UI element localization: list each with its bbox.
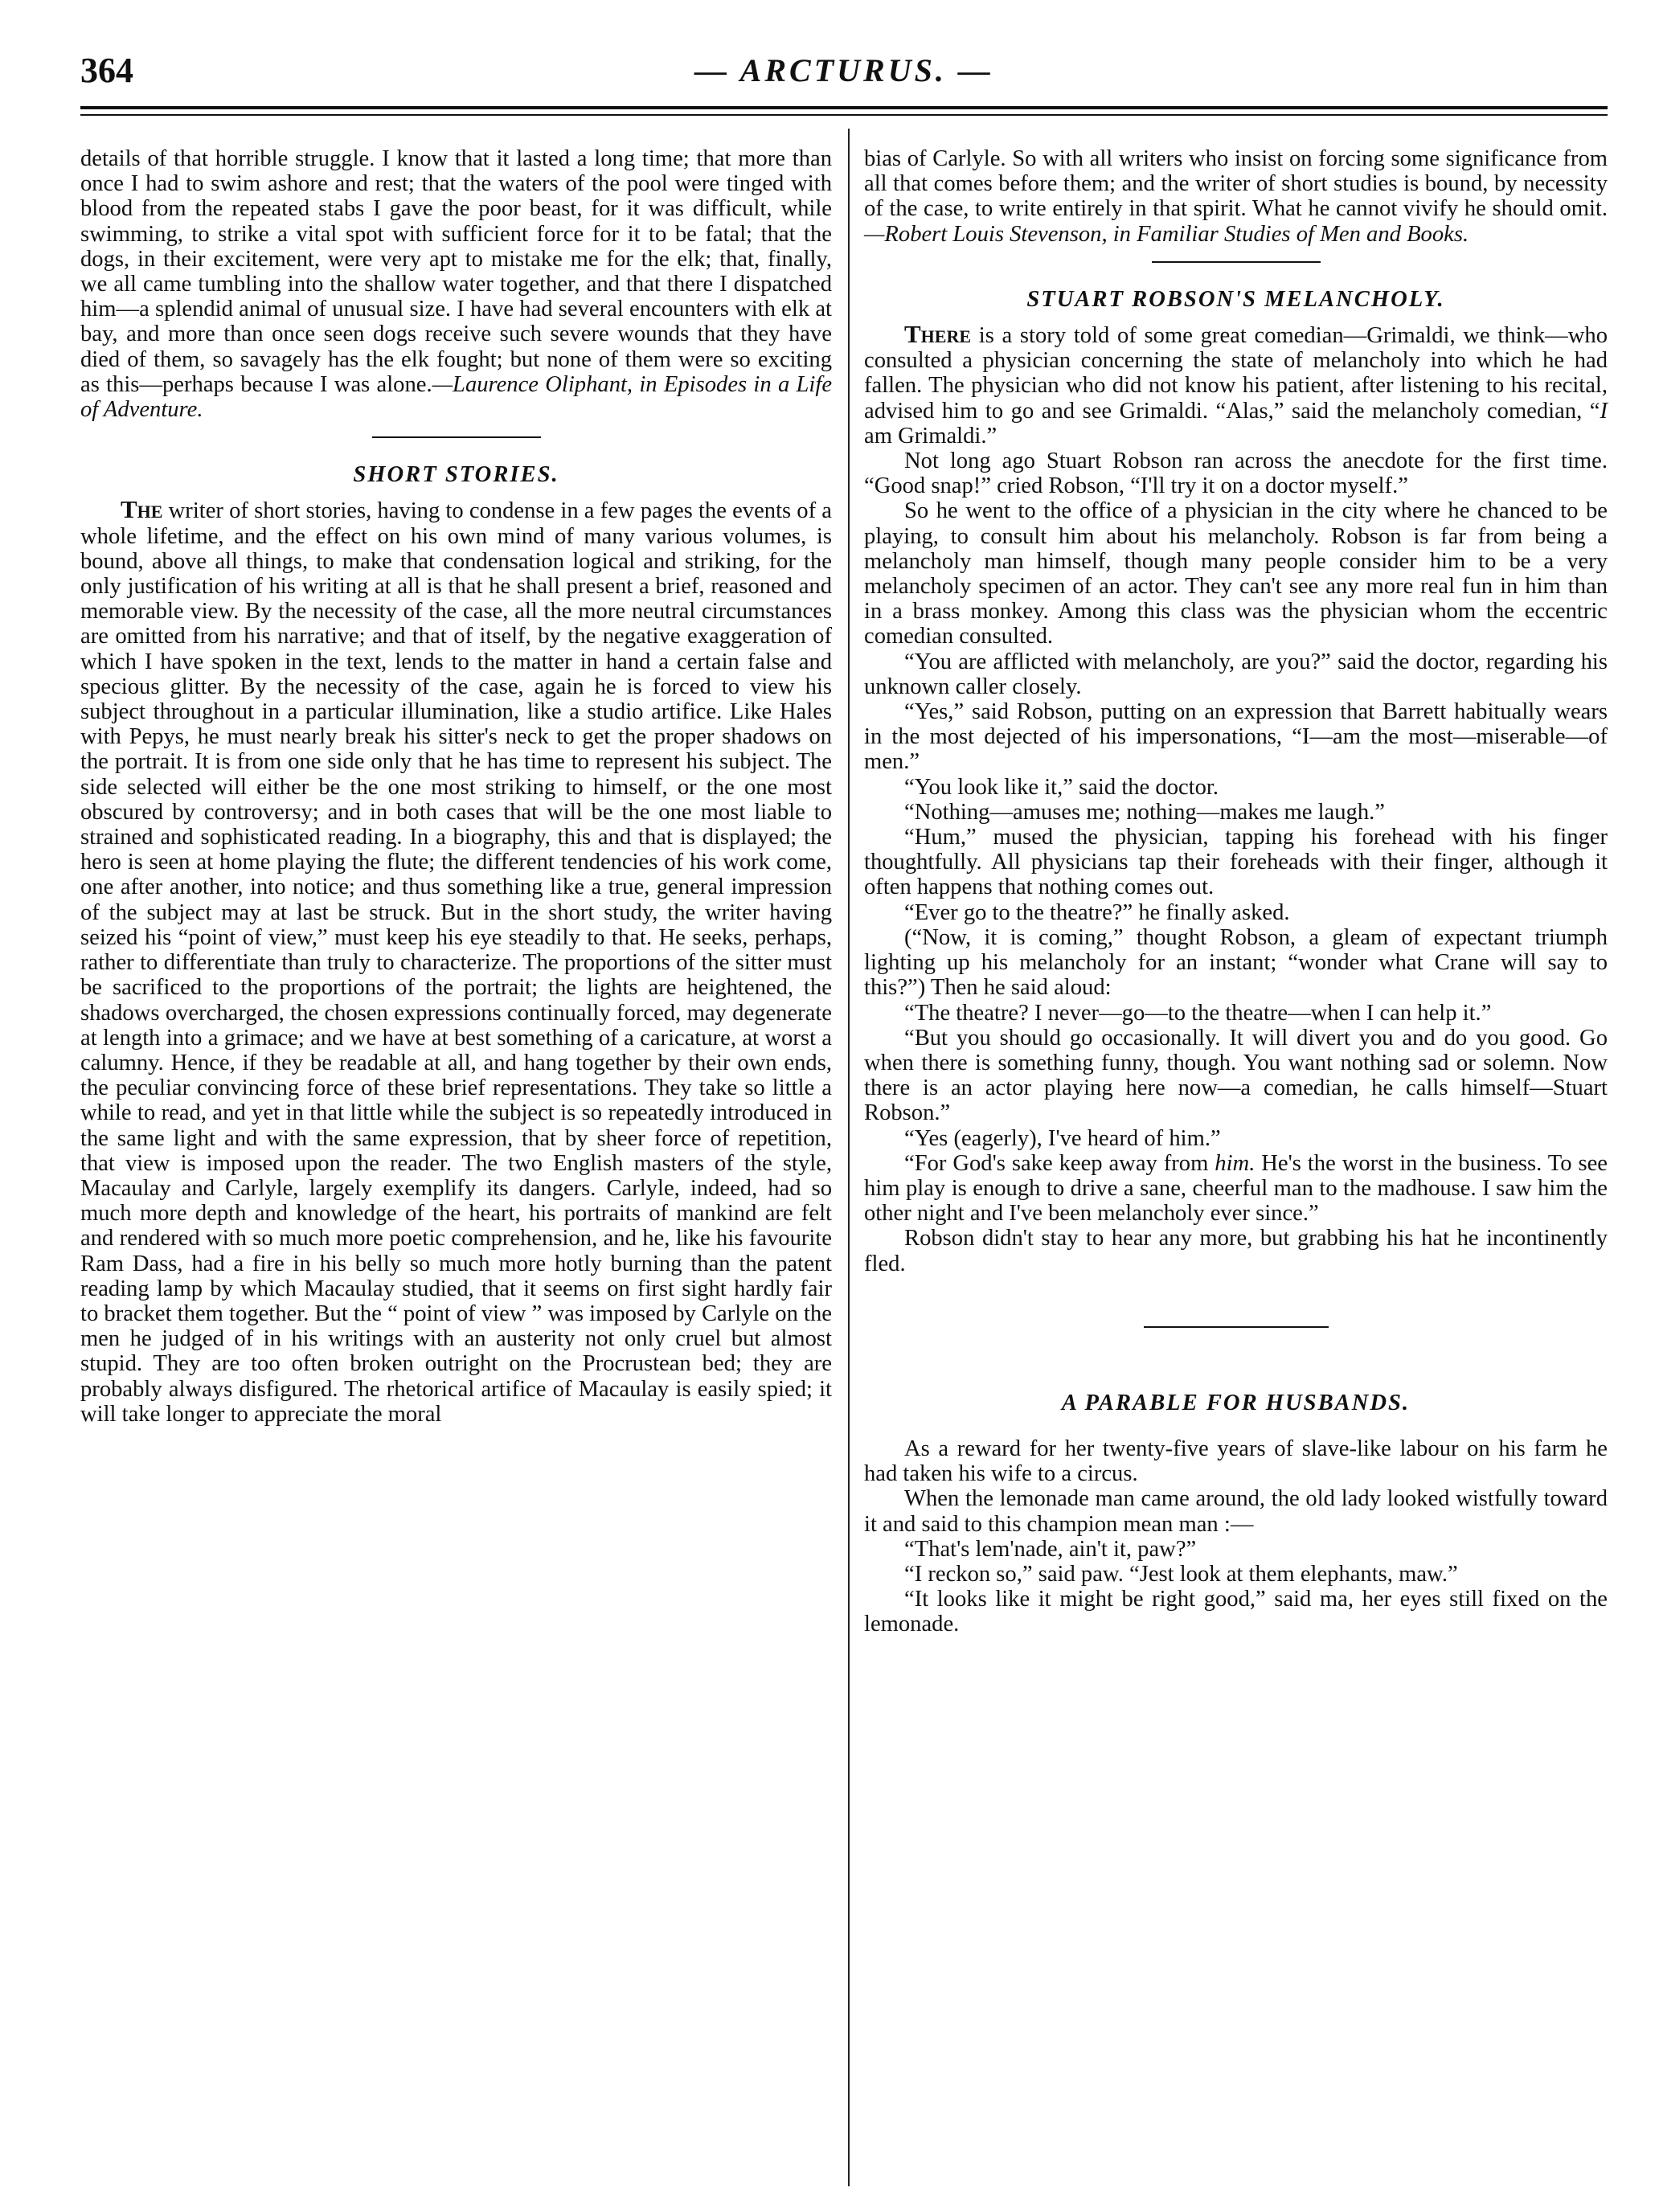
robson-paragraph [864,1151,1608,1227]
robson-lead-word: There [904,320,972,349]
section-title-short-stories: SHORT STORIES. [353,462,559,488]
page-number: 364 [80,51,133,90]
robson-emphasis: I [1600,398,1608,424]
robson-text: “For God's sake keep away from [904,1150,1215,1176]
oliphant-excerpt [80,146,832,422]
robson-paragraph: Not long ago Stuart Robson ran across the anecdote for the first time. “Good snap!” cried Robson, “I'll try it on a doctor myself.” [864,449,1608,499]
robson-paragraph: “You are afflicted with melancholy, are you?” said the doctor, regarding his unknown caller closely. [864,649,1608,699]
robson-paragraph: (“Now, it is coming,” thought Robson, a gleam of expectant triumph lighting up his melancholy for an instant; “wonder what Crane will say to this?”) Then he said aloud: [864,924,1608,1001]
section-separator [1152,261,1321,263]
stevenson-text: bias of Carlyle. So with all writers who insist on forcing some significance from all that comes before them; and the writer of short studies is bound, by necessity of the case, to write entirely in that spirit. What he cannot vivify he should omit. [864,146,1608,222]
section-title-robson: STUART ROBSON'S MELANCHOLY. [1026,286,1445,312]
robson-paragraph: “You look like it,” said the doctor. [904,774,1219,800]
short-stories-body [80,497,832,1427]
robson-emphasis: him. [1215,1150,1256,1176]
stevenson-excerpt [864,146,1608,247]
robson-text: is a story told of some great comedian—Grimaldi, we think—who consulted a physician concerning the state of melancholy into which he had fallen. The physician who did not know his patient, after listening to his recital, advised him to go and see Grimaldi. “Alas,” said the melancholy comedian, “ [864,323,1608,424]
robson-paragraph: “Hum,” mused the physician, tapping his forehead with his finger thoughtfully. All physicians tap their foreheads with their finger, although it often happens that nothing comes out. [864,825,1608,900]
header-rule-thin [80,114,1608,116]
robson-paragraph: “Ever go to the theatre?” he finally asked. [904,899,1290,925]
section-separator [1144,1326,1329,1328]
section-separator [372,436,541,438]
column-divider [848,129,850,2186]
robson-paragraph: “Nothing—amuses me; nothing—makes me laugh.” [904,799,1385,825]
right-column [864,146,1608,1637]
robson-paragraph [864,322,1608,449]
robson-paragraph: “Yes (eagerly), I've heard of him.” [904,1125,1221,1151]
oliphant-citation: —Laurence Oliphant, in Episodes in a Life of Adventure. [80,371,833,423]
robson-text: He's the worst in the business. To see him play is enough to drive a sane, cheerful man to the madhouse. I saw him the other night and I've been melancholy ever since.” [864,1150,1608,1227]
parable-paragraph: “I reckon so,” said paw. “Jest look at them elephants, maw.” [904,1561,1458,1587]
robson-paragraph: “Yes,” said Robson, putting on an expression that Barrett habitually wears in the most dejected of his impersonations, “I—am the most—miserable—of men.” [864,699,1608,775]
page-header [80,50,1608,98]
parable-paragraph: “It looks like it might be right good,” said ma, her eyes still fixed on the lemonade. [864,1587,1608,1637]
parable-paragraph: “That's lem'nade, ain't it, paw?” [904,1536,1197,1562]
robson-paragraph: “The theatre? I never—go—to the theatre—when I can help it.” [904,1000,1492,1026]
short-stories-text: writer of short stories, having to condense in a few pages the events of a whole lifetime, and the effect on his own mind of many various volumes, is bound, above all things, to make that condensation logical and striking, for the only justification of his writing at all is that he shall present a brief, reasoned and memorable view. By the necessity of the case, all the more neutral circumstances are omitted from his narrative; and that of itself, by the negative exaggeration of which I have spoken in the text, lends to the matter in hand a certain false and specious glitter. By the necessity of the case, again he is forced to view his subject throughout in a particular illumination, like a studio artifice. Like Hales with Pepys, he must nearly break his sitter's neck to get the proper shadows on the portrait. It is from one side only that he has time to represent his subject. The side selected will either be the one most striking to himself, or the one most obscured by controversy; and in both cases that will be the one most liable to strained and sophisticated reading. In a biography, this and that is displayed; the hero is seen at home playing the flute; the different tendencies of his work come, one after another, into notice; and thus something like a true, general impression of the subject may at last be struck. But in the short study, the writer having seized his “point of view,” must keep his eye steadily to that. He seeks, perhaps, rather to differentiate than truly to characterize. The proportions of the sitter must be sacrificed to the proportions of the portrait; the lights are heightened, the shadows overcharged, the chosen expressions continually forced, may degenerate at length into a grimace; and we have at best something of a caricature, at worst a calumny. Hence, if they be readable at all, and hang together by their own ends, the peculiar convincing force of these brief representations. They take so little a while to read, and yet in that little while the subject is so repeatedly introduced in the same light and with the same expression, that by sheer force of repetition, that view is imposed upon the reader. The two English masters of the style, Macaulay and Carlyle, largely exemplify its dangers. Carlyle, indeed, had so much more depth and knowledge of the heart, his portraits of mankind are felt and rendered with so much more poetic comprehension, and he, like his favourite Ram Dass, had a fire in his belly so much more hotly burning than the patent reading lamp by which Macaulay studied, that it seems on first sight hardly fair to bracket them together. But the “ point of view ” was imposed by Carlyle on the men he judged of in his writings with an austerity not only cruel but almost stupid. They are too often broken outright on the Procrustean bed; they are probably always disfigured. The rhetorical artifice of Macaulay is easily spied; it will take longer to appreciate the moral [80,498,832,1427]
header-rule-thick [80,106,1608,109]
robson-paragraph: So he went to the office of a physician in the city where he chanced to be playing, to consult him about his melancholy. Robson is far from being a melancholy man himself, though many people consider him to be a very melancholy specimen of an actor. They can't see any more real fun in him than in a brass monkey. Among this class was the physician whom the eccentric comedian consulted. [864,498,1608,649]
parable-paragraph: As a reward for her twenty-five years of slave-like labour on his farm he had taken his wife to a circus. [864,1436,1608,1487]
running-title: — ARCTURUS. — [694,52,993,88]
parable-paragraph: When the lemonade man came around, the old lady looked wistfully toward it and said to this champion mean man :— [864,1486,1608,1537]
oliphant-text: details of that horrible struggle. I know that it lasted a long time; that more than once I had to swim ashore and rest; that the waters of the pool were tinged with blood from the repeated stabs I gave the poor beast, for it was difficult, while swimming, to strike a vital spot with sufficient force for it to be fatal; that the dogs, in their excitement, were very apt to mistake me for the elk; that, finally, we all came tumbling into the shallow water together, and that there I dispatched him—a splendid animal of unusual size. I have had several encounters with elk at bay, and more than once seen dogs receive such severe wounds that they have died of them, so savagely has the elk fought; but none of them were so exciting as this—perhaps because I was alone. [80,146,832,397]
section-title-parable: A PARABLE FOR HUSBANDS. [1061,1390,1411,1415]
robson-paragraph: Robson didn't stay to hear any more, but grabbing his hat he incontinently fled. [864,1226,1608,1276]
short-stories-lead-word: The [121,495,163,524]
left-column [80,146,832,1427]
robson-text: am Grimaldi.” [864,423,997,449]
stevenson-citation: —Robert Louis Stevenson, in Familiar Studies of Men and Books. [864,221,1469,247]
robson-paragraph: “But you should go occasionally. It will divert you and do you good. Go when there is something funny, though. You want nothing sad or solemn. Now there is an actor playing here now—a comedian, he calls himself—Stuart Robson.” [864,1025,1608,1126]
